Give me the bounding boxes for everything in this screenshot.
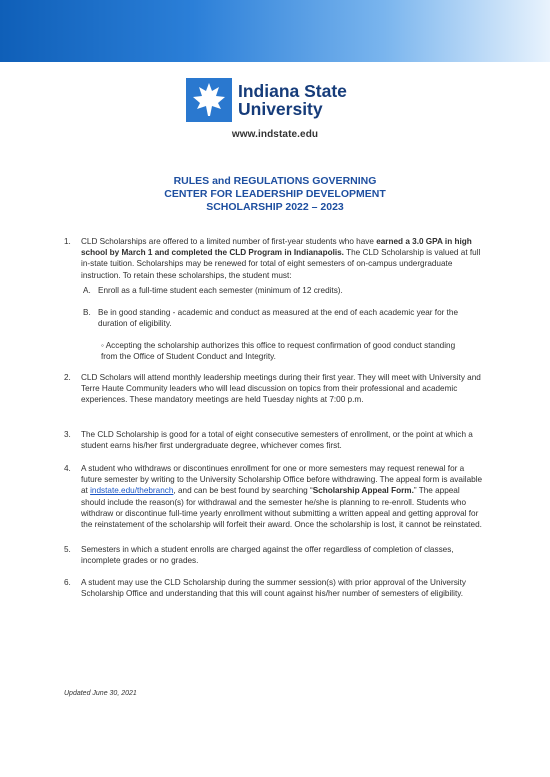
item-number: 3.	[64, 430, 71, 439]
title-line-3: SCHOLARSHIP 2022 – 2023	[206, 201, 344, 213]
item-text: CLD Scholars will attend monthly leadership meetings during their first year. They will meet with University and Terre Haute Community leaders who will lead discussion on topics from their professional and academic experiences. These mandatory meetings are held Tuesday nights at 7:00 p.m.	[81, 373, 481, 405]
subitem-text: Be in good standing - academic and conduct as measured at the end of each academic year for the duration of eligibility.	[98, 308, 459, 329]
item-text: A student may use the CLD Scholarship during the summer session(s) with prior approval of the University Scholarship Office and understanding that this will count against his/her number of semesters of eligibility.	[81, 578, 466, 599]
item-text: CLD Scholarships are offered to a limited number of first-year students who have earned a 3.0 GPA in high school by March 1 and completed the CLD Program in Indianapolis. The CLD Scholarship is valued at full in-state tuition. Scholarships may be renewed for total of eight semesters of on-campus undergraduate instruction. To retain these scholarships, the student must:	[81, 237, 481, 280]
logo-line-1: Indiana State	[238, 81, 347, 101]
item-number: 6.	[64, 578, 71, 587]
conduct-note: ◦ Accepting the scholarship authorizes this office to request confirmation of good conduct standing from the Office of Student Conduct and Integrity.	[101, 341, 456, 362]
website-url[interactable]: www.indstate.edu	[231, 129, 319, 140]
item-text: A student who withdraws or discontinues enrollment for one or more semesters may request renewal for a future semester by writing to the University Scholarship Office before withdrawing. The appeal form is available at indstate.edu/thebranch, and can be best found by searching “Scholarship Appeal Form.” The appeal should include the reason(s) for withdrawal and the semester he/she is planning to re-enroll. Students who withdraw or discontinue full-time yearly enrollment without submitting a written appeal and getting approval for the reinstatement of the scholarship will forfeit their award. Once the scholarship is lost, it cannot be reinstated.	[81, 464, 483, 530]
item-number: 4.	[64, 464, 71, 473]
item-number: 1.	[64, 237, 71, 246]
subitem-letter: A.	[83, 286, 91, 295]
leaf-emblem-icon	[186, 78, 232, 122]
updated-date: Updated June 30, 2021	[64, 690, 137, 697]
item-text: The CLD Scholarship is good for a total of eight consecutive semesters of enrollment, or the point at which a student earns his/her first undergraduate degree, whichever comes first.	[81, 430, 473, 451]
document-title	[0, 175, 550, 214]
appeal-form-link[interactable]: indstate.edu/thebranch	[90, 486, 174, 496]
title-line-1: RULES and REGULATIONS GOVERNING	[173, 175, 377, 187]
subitem-text: Enroll as a full-time student each semester (minimum of 12 credits).	[98, 286, 343, 295]
subitem-letter: B.	[83, 308, 91, 317]
logo-line-2: University	[238, 99, 323, 119]
university-logo	[186, 78, 376, 122]
item-text: Semesters in which a student enrolls are charged against the offer regardless of completion of classes, incomplete grades or no grades.	[81, 545, 454, 566]
item-number: 5.	[64, 545, 71, 554]
title-line-2: CENTER FOR LEADERSHIP DEVELOPMENT	[164, 188, 386, 200]
item-number: 2.	[64, 373, 71, 382]
header-band	[0, 0, 550, 62]
